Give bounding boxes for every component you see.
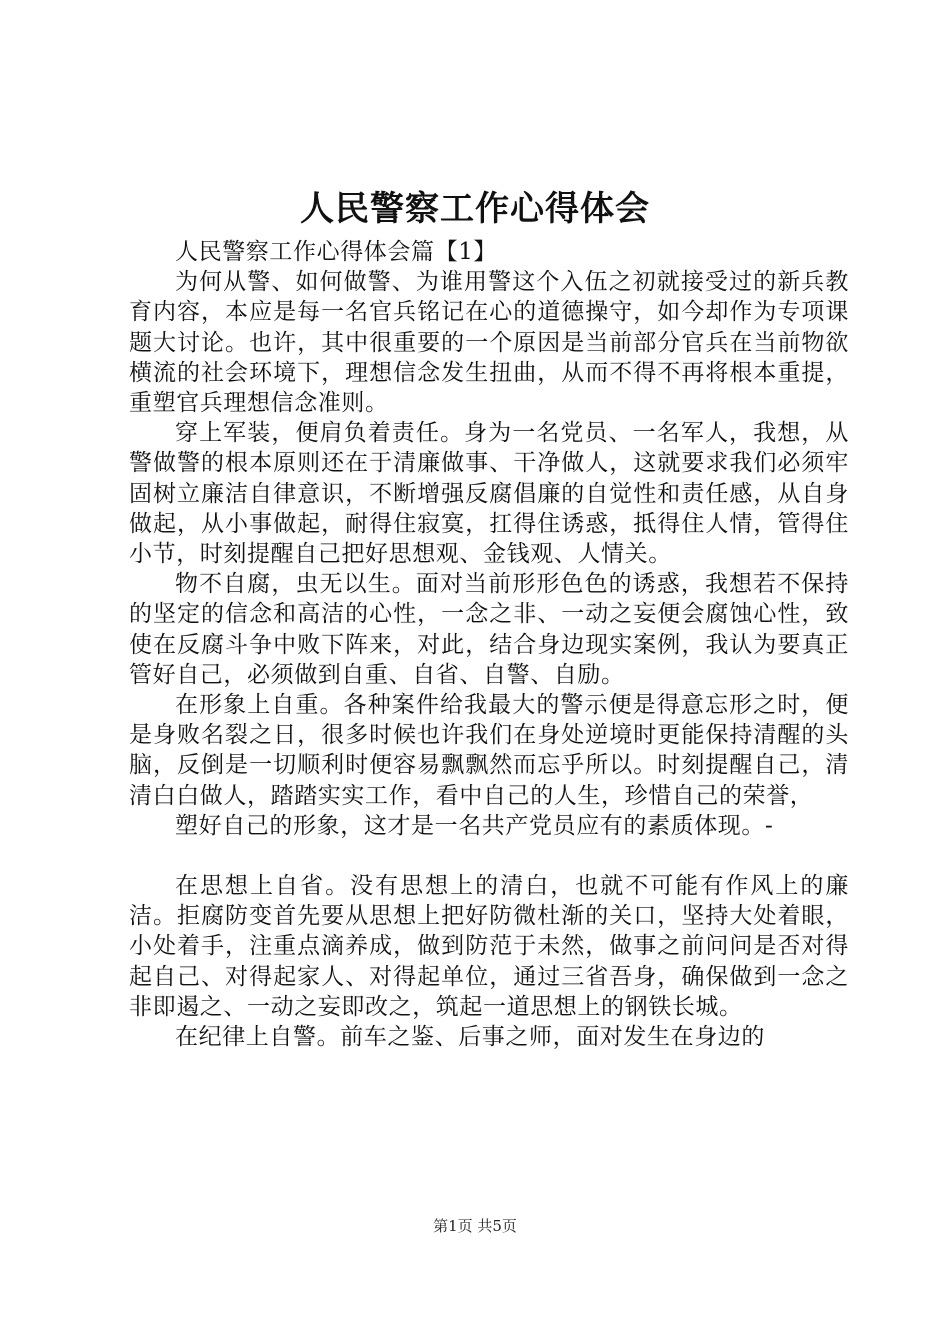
section-heading: 人民警察工作心得体会篇【1】 [175, 239, 498, 265]
paragraph-gap [129, 841, 849, 871]
body-paragraph: 在形象上自重。各种案件给我最大的警示便是得意忘形之时，便是身败名裂之日，很多时候也许我们在身处逆境时更能保持清醒的头脑，反倒是一切顺利时便容易飘飘然而忘乎所以。时刻提醒自己，清清白白做人，踏踏实实工作，看中自己的人生，珍惜自己的荣誉， [129, 692, 849, 809]
body-paragraph: 物不自腐，虫无以生。面对当前形形色色的诱惑，我想若不保持的坚定的信念和高洁的心性，一念之非、一动之妄便会腐蚀心性，致使在反腐斗争中败下阵来，对此，结合身边现实案例，我认为要真正管好自己，必须做到自重、自省、自警、自励。 [129, 571, 849, 688]
body-paragraph: 在思想上自省。没有思想上的清白，也就不可能有作风上的廉洁。拒腐防变首先要从思想上把好防微杜渐的关口，坚持大处着眼，小处着手，注重点滴养成，做到防范于未然，做事之前问问是否对得起自己、对得起家人、对得起单位，通过三省吾身，确保做到一念之非即遏之、一动之妄即改之，筑起一道思想上的钢铁长城。 [129, 873, 849, 1020]
body-paragraph: 在纪律上自警。前车之鉴、后事之师，面对发生在身边的 [175, 1024, 765, 1051]
document-body [129, 237, 849, 1052]
body-paragraph: 为何从警、如何做警、为谁用警这个入伍之初就接受过的新兵教育内容，本应是每一名官兵铭记在心的道德操守，如今却作为专项课题大讨论。也许，其中很重要的一个原因是当前部分官兵在当前物欲横流的社会环境下，理想信念发生扭曲，从而不得不再将根本重提，重塑官兵理想信念准则。 [129, 269, 849, 417]
body-paragraph: 塑好自己的形象，这才是一名共产党员应有的素质体现。- [175, 812, 774, 839]
page-footer: 第1页 共5页 [433, 1217, 517, 1235]
body-paragraph: 穿上军装，便肩负着责任。身为一名党员、一名军人，我想，从警做警的根本原则还在于清廉做事、干净做人，这就要求我们必须牢固树立廉洁自律意识，不断增强反腐倡廉的自觉性和责任感，从自身做起，从小事做起，耐得住寂寞，扛得住诱惑，抵得住人情，管得住小节，时刻提醒自己把好思想观、金钱观、人情关。 [129, 420, 849, 568]
document-title: 人民警察工作心得体会 [300, 189, 650, 229]
